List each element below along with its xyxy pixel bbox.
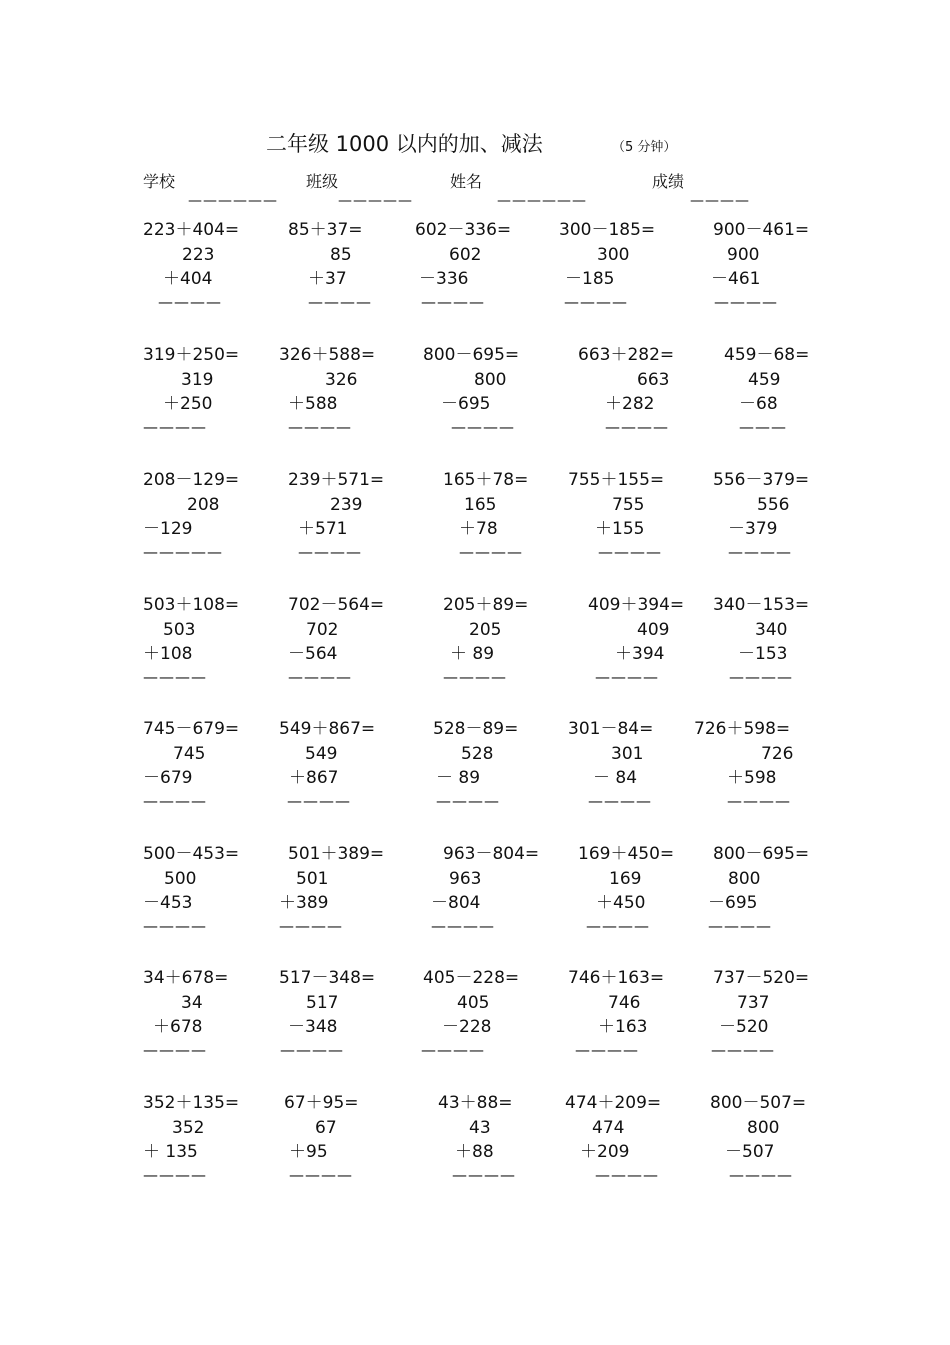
answer-line[interactable]: ————	[143, 917, 207, 935]
answer-line[interactable]: ————	[287, 792, 351, 810]
answer-line[interactable]: ————	[143, 418, 207, 436]
first-operand: 340	[755, 620, 788, 640]
equation: 800－695=	[713, 844, 810, 864]
first-operand: 208	[187, 495, 220, 515]
problem-33	[423, 968, 573, 1068]
equation: 501＋389=	[288, 844, 385, 864]
answer-line[interactable]: ————	[431, 917, 495, 935]
answer-line[interactable]: ————	[143, 792, 207, 810]
answer-line[interactable]: ————	[711, 1041, 775, 1059]
first-operand: 702	[306, 620, 339, 640]
problem-18	[443, 595, 593, 695]
problem-12	[288, 470, 438, 570]
answer-line[interactable]: ————	[421, 1041, 485, 1059]
second-operand: ＋ 135	[143, 1142, 198, 1162]
answer-line[interactable]: ————	[586, 917, 650, 935]
first-operand: 663	[637, 370, 670, 390]
name-blank[interactable]: ——————	[497, 193, 587, 209]
first-operand: 405	[457, 993, 490, 1013]
equation: 352＋135=	[143, 1093, 240, 1113]
equation: 745－679=	[143, 719, 240, 739]
equation: 500－453=	[143, 844, 240, 864]
answer-line[interactable]: ————	[727, 792, 791, 810]
equation: 726＋598=	[694, 719, 791, 739]
problem-4	[559, 220, 709, 320]
answer-line[interactable]: ————	[729, 1166, 793, 1184]
first-operand: 67	[315, 1118, 337, 1138]
first-operand: 556	[757, 495, 790, 515]
problem-6	[143, 345, 293, 445]
equation: 409＋394=	[588, 595, 685, 615]
school-blank[interactable]: ——————	[188, 193, 278, 209]
answer-line[interactable]: ————	[289, 1166, 353, 1184]
second-operand: －453	[143, 893, 193, 913]
problem-16	[143, 595, 293, 695]
second-operand: －68	[739, 394, 778, 414]
second-operand: ＋394	[615, 644, 665, 664]
problem-14	[568, 470, 718, 570]
first-operand: 205	[469, 620, 502, 640]
problem-39	[565, 1093, 715, 1193]
answer-line[interactable]: ————	[143, 1041, 207, 1059]
name-label: 姓名	[450, 172, 483, 191]
first-operand: 223	[182, 245, 215, 265]
first-operand: 352	[172, 1118, 205, 1138]
equation: 319＋250=	[143, 345, 240, 365]
time-limit-note: （5 分钟）	[612, 140, 677, 155]
equation: 755＋155=	[568, 470, 665, 490]
first-operand: 746	[608, 993, 641, 1013]
equation: 300－185=	[559, 220, 656, 240]
second-operand: －461	[711, 269, 761, 289]
answer-line[interactable]: ————	[588, 792, 652, 810]
page-title: 二年级 1000 以内的加、减法	[266, 132, 543, 156]
score-label: 成绩	[652, 172, 685, 191]
second-operand: ＋588	[288, 394, 338, 414]
first-operand: 474	[592, 1118, 625, 1138]
class-label: 班级	[306, 172, 339, 191]
first-operand: 85	[330, 245, 352, 265]
equation: 517－348=	[279, 968, 376, 988]
equation: 549＋867=	[279, 719, 376, 739]
problem-5	[713, 220, 863, 320]
equation: 85＋37=	[288, 220, 363, 240]
first-operand: 169	[609, 869, 642, 889]
first-operand: 517	[306, 993, 339, 1013]
problem-35	[713, 968, 863, 1068]
first-operand: 501	[296, 869, 329, 889]
answer-line[interactable]: ————	[443, 668, 507, 686]
second-operand: － 84	[593, 768, 638, 788]
second-operand: － 89	[436, 768, 481, 788]
second-operand: －520	[719, 1017, 769, 1037]
answer-line[interactable]: ————	[158, 293, 222, 311]
second-operand: ＋867	[289, 768, 339, 788]
answer-line[interactable]: ————	[421, 293, 485, 311]
second-operand: －679	[143, 768, 193, 788]
second-operand: ＋78	[459, 519, 498, 539]
answer-line[interactable]: ————	[729, 668, 793, 686]
second-operand: ＋678	[153, 1017, 203, 1037]
equation: 800－695=	[423, 345, 520, 365]
first-operand: 800	[474, 370, 507, 390]
equation: 34＋678=	[143, 968, 229, 988]
first-operand: 500	[164, 869, 197, 889]
answer-line[interactable]: ————	[143, 1166, 207, 1184]
answer-line[interactable]: ————	[451, 418, 515, 436]
problem-28	[431, 844, 593, 944]
answer-line[interactable]: ————	[280, 1041, 344, 1059]
score-blank[interactable]: ————	[690, 193, 750, 209]
answer-line[interactable]: ————	[288, 668, 352, 686]
equation: 746＋163=	[568, 968, 665, 988]
answer-line[interactable]: ————	[575, 1041, 639, 1059]
second-operand: ＋450	[596, 893, 646, 913]
first-operand: 43	[469, 1118, 491, 1138]
first-operand: 300	[597, 245, 630, 265]
problem-30	[708, 844, 863, 944]
equation: 459－68=	[724, 345, 810, 365]
second-operand: ＋163	[598, 1017, 648, 1037]
school-label: 学校	[143, 172, 176, 191]
first-operand: 528	[461, 744, 494, 764]
problem-23	[433, 719, 583, 819]
class-blank[interactable]: —————	[338, 193, 413, 209]
answer-line[interactable]: ————	[728, 543, 792, 561]
problem-25	[694, 719, 844, 819]
problem-29	[578, 844, 728, 944]
first-operand: 165	[464, 495, 497, 515]
first-operand: 726	[761, 744, 794, 764]
first-operand: 34	[181, 993, 203, 1013]
second-operand: －507	[725, 1142, 775, 1162]
second-operand: －336	[419, 269, 469, 289]
second-operand: ＋598	[727, 768, 777, 788]
problem-36	[143, 1093, 293, 1193]
first-operand: 301	[611, 744, 644, 764]
equation: 43＋88=	[438, 1093, 513, 1113]
second-operand: －228	[442, 1017, 492, 1037]
equation: 165＋78=	[443, 470, 529, 490]
answer-line[interactable]: ———	[739, 418, 787, 436]
first-operand: 319	[181, 370, 214, 390]
answer-line[interactable]: ————	[436, 792, 500, 810]
answer-line[interactable]: ————	[605, 418, 669, 436]
problem-8	[423, 345, 573, 445]
first-operand: 503	[163, 620, 196, 640]
second-operand: －129	[143, 519, 193, 539]
second-operand: ＋95	[289, 1142, 328, 1162]
first-operand: 549	[305, 744, 338, 764]
second-operand: ＋209	[580, 1142, 630, 1162]
second-operand: －185	[565, 269, 615, 289]
problem-21	[143, 719, 293, 819]
equation: 963－804=	[443, 844, 540, 864]
second-operand: ＋88	[455, 1142, 494, 1162]
equation: 663＋282=	[578, 345, 675, 365]
answer-line[interactable]: ————	[595, 668, 659, 686]
answer-line[interactable]: ————	[595, 1166, 659, 1184]
problem-11	[143, 470, 293, 570]
equation: 208－129=	[143, 470, 240, 490]
second-operand: ＋108	[143, 644, 193, 664]
second-operand: ＋389	[279, 893, 329, 913]
problem-17	[288, 595, 438, 695]
problem-22	[279, 719, 429, 819]
equation: 239＋571=	[288, 470, 385, 490]
equation: 556－379=	[713, 470, 810, 490]
first-operand: 800	[747, 1118, 780, 1138]
equation: 205＋89=	[443, 595, 529, 615]
answer-line[interactable]: ————	[279, 917, 343, 935]
equation: 301－84=	[568, 719, 654, 739]
equation: 900－461=	[713, 220, 810, 240]
equation: 503＋108=	[143, 595, 240, 615]
first-operand: 963	[449, 869, 482, 889]
first-operand: 755	[612, 495, 645, 515]
equation: 340－153=	[713, 595, 810, 615]
answer-line[interactable]: ————	[298, 543, 362, 561]
problem-34	[568, 968, 718, 1068]
answer-line[interactable]: —————	[143, 543, 223, 561]
second-operand: －804	[431, 893, 481, 913]
equation: 737－520=	[713, 968, 810, 988]
second-operand: ＋250	[163, 394, 213, 414]
answer-line[interactable]: ————	[708, 917, 772, 935]
answer-line[interactable]: ————	[598, 543, 662, 561]
first-operand: 459	[748, 370, 781, 390]
answer-line[interactable]: ————	[564, 293, 628, 311]
first-operand: 409	[637, 620, 670, 640]
equation: 405－228=	[423, 968, 520, 988]
second-operand: －153	[738, 644, 788, 664]
problem-9	[578, 345, 728, 445]
problem-37	[284, 1093, 434, 1193]
equation: 326＋588=	[279, 345, 376, 365]
first-operand: 737	[737, 993, 770, 1013]
problem-27	[279, 844, 438, 944]
equation: 602－336=	[415, 220, 512, 240]
problem-3	[415, 220, 565, 320]
first-operand: 745	[173, 744, 206, 764]
problem-7	[279, 345, 429, 445]
second-operand: －348	[288, 1017, 338, 1037]
first-operand: 900	[727, 245, 760, 265]
equation: 67＋95=	[284, 1093, 359, 1113]
problem-26	[143, 844, 293, 944]
equation: 223＋404=	[143, 220, 240, 240]
problem-10	[724, 345, 874, 445]
first-operand: 239	[330, 495, 363, 515]
second-operand: ＋404	[163, 269, 213, 289]
second-operand: ＋37	[308, 269, 347, 289]
answer-line[interactable]: ————	[452, 1166, 516, 1184]
first-operand: 800	[728, 869, 761, 889]
second-operand: ＋155	[595, 519, 645, 539]
problem-15	[713, 470, 863, 570]
answer-line[interactable]: ————	[714, 293, 778, 311]
first-operand: 602	[449, 245, 482, 265]
answer-line[interactable]: ————	[288, 418, 352, 436]
equation: 528－89=	[433, 719, 519, 739]
second-operand: －379	[728, 519, 778, 539]
problem-40	[710, 1093, 860, 1193]
second-operand: －564	[288, 644, 338, 664]
first-operand: 326	[325, 370, 358, 390]
problem-20	[713, 595, 863, 695]
answer-line[interactable]: ————	[459, 543, 523, 561]
second-operand: ＋282	[605, 394, 655, 414]
problem-31	[143, 968, 293, 1068]
problem-32	[279, 968, 429, 1068]
answer-line[interactable]: ————	[143, 668, 207, 686]
problem-1	[143, 220, 293, 320]
equation: 169＋450=	[578, 844, 675, 864]
second-operand: ＋ 89	[450, 644, 495, 664]
equation: 702－564=	[288, 595, 385, 615]
second-operand: －695	[708, 893, 758, 913]
equation: 800－507=	[710, 1093, 807, 1113]
equation: 474＋209=	[565, 1093, 662, 1113]
second-operand: －695	[441, 394, 491, 414]
answer-line[interactable]: ————	[308, 293, 372, 311]
second-operand: ＋571	[298, 519, 348, 539]
